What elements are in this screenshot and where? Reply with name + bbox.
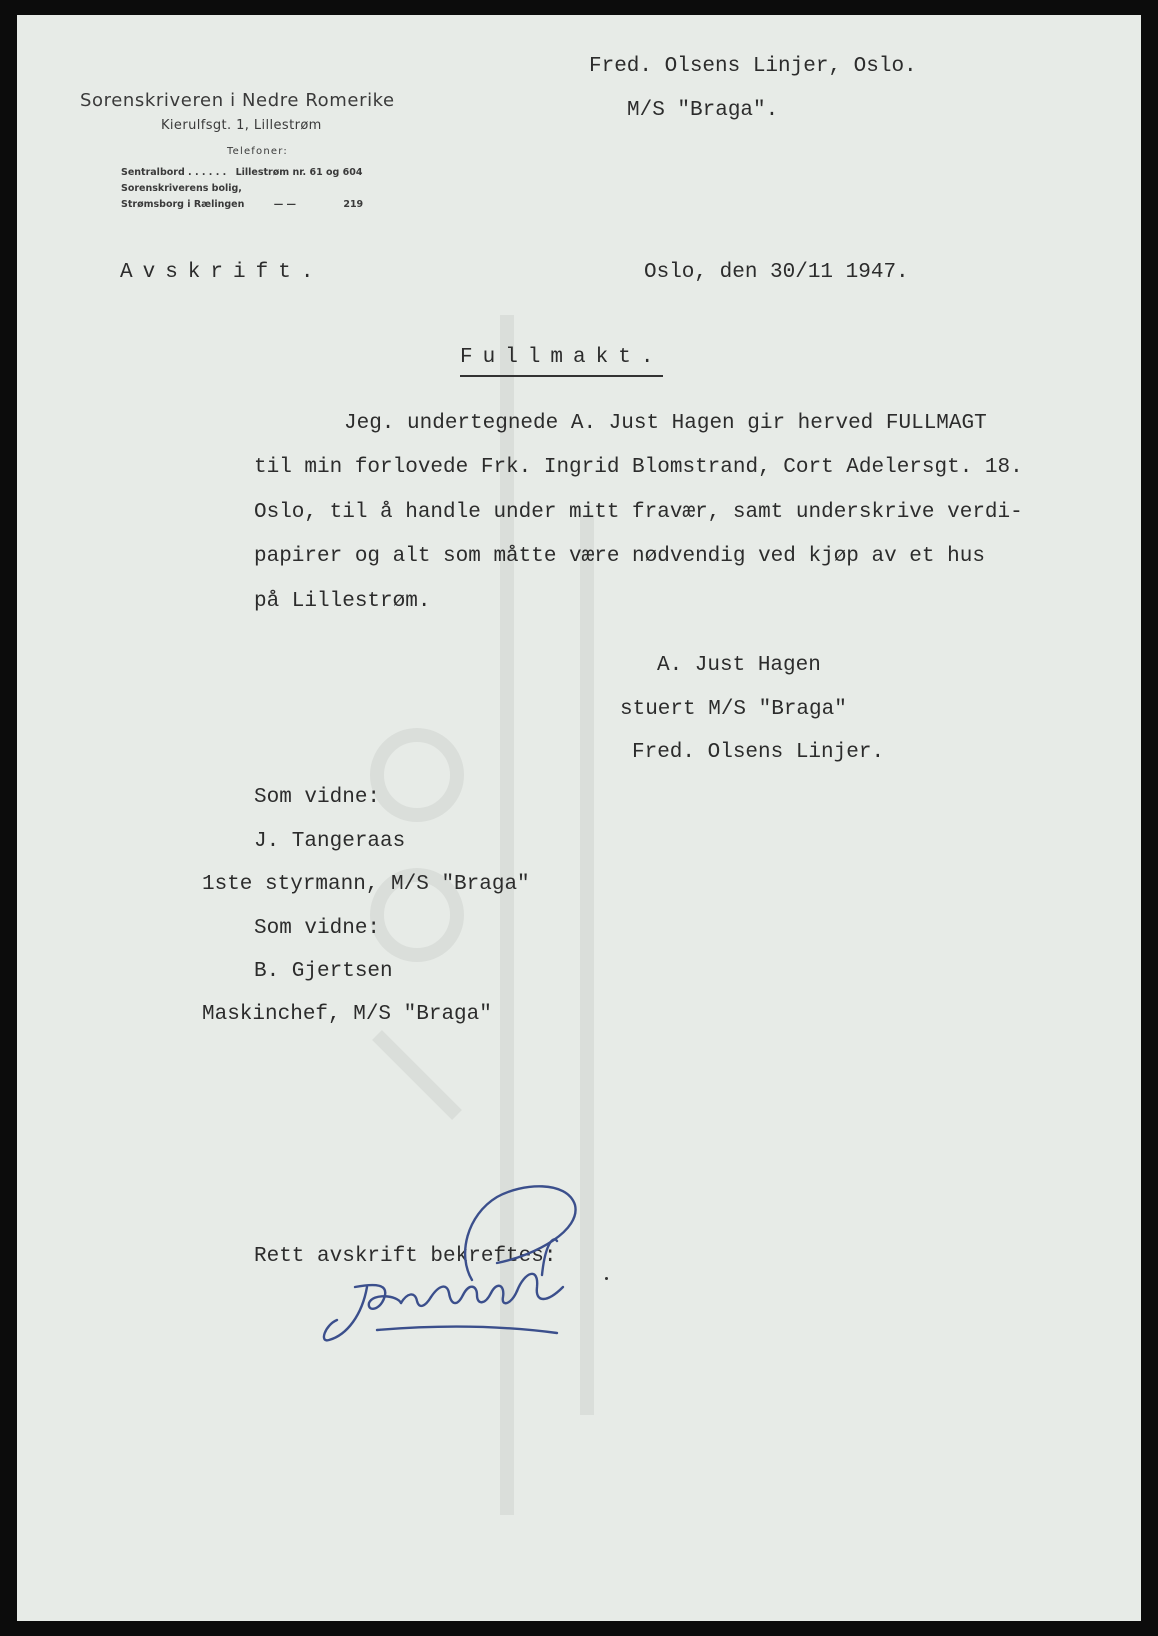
phone-label: Sentralbord . . . . . .	[121, 167, 227, 178]
witness-label: Som vidne:	[254, 786, 381, 809]
witness-name: J. Tangeraas	[254, 830, 406, 853]
body-line: Jeg. undertegnede A. Just Hagen gir herved FULLMAGT	[344, 412, 987, 435]
ink-dot	[605, 1277, 608, 1280]
document-title: Fullmakt.	[460, 346, 663, 377]
signatory-name: A. Just Hagen	[657, 654, 821, 677]
witness-role: Maskinchef, M/S "Braga"	[202, 1003, 492, 1026]
witness-label: Som vidne:	[254, 917, 381, 940]
phone-label: Strømsborg i Rælingen	[121, 199, 245, 210]
handwritten-signature	[307, 1175, 627, 1365]
witness-name: B. Gjertsen	[254, 960, 393, 983]
phone-label: Sorenskriverens bolig,	[121, 183, 242, 194]
phones-title: Telefoner:	[227, 146, 288, 157]
document-page	[17, 15, 1141, 1621]
phone-row	[121, 167, 362, 178]
body-line: papirer og alt som måtte være nødvendig ved kjøp av et hus	[254, 545, 985, 568]
office-address: Kierulfsgt. 1, Lillestrøm	[161, 118, 322, 133]
body-line: på Lillestrøm.	[254, 590, 431, 613]
document-type: Avskrift.	[120, 261, 324, 284]
signatory-company: Fred. Olsens Linjer.	[632, 741, 885, 764]
phone-row	[121, 183, 242, 194]
phone-row	[121, 199, 363, 210]
body-line: Oslo, til å handle under mitt fravær, samt underskrive verdi-	[254, 501, 1023, 524]
office-name: Sorenskriveren i Nedre Romerike	[80, 90, 395, 111]
recipient-ship: M/S "Braga".	[627, 99, 779, 122]
recipient-line: Fred. Olsens Linjer, Oslo.	[589, 55, 917, 78]
certification-text: Rett avskrift bekreftes:	[254, 1245, 557, 1268]
phone-number: 219	[343, 199, 364, 210]
phone-place: — —	[273, 199, 297, 210]
phone-place: Lillestrøm nr. 61 og 604	[235, 167, 363, 178]
witness-role: 1ste styrmann, M/S "Braga"	[202, 873, 530, 896]
document-date: Oslo, den 30/11 1947.	[644, 261, 909, 284]
body-line: til min forlovede Frk. Ingrid Blomstrand, Cort Adelersgt. 18.	[254, 456, 1023, 479]
signatory-role: stuert M/S "Braga"	[620, 698, 847, 721]
